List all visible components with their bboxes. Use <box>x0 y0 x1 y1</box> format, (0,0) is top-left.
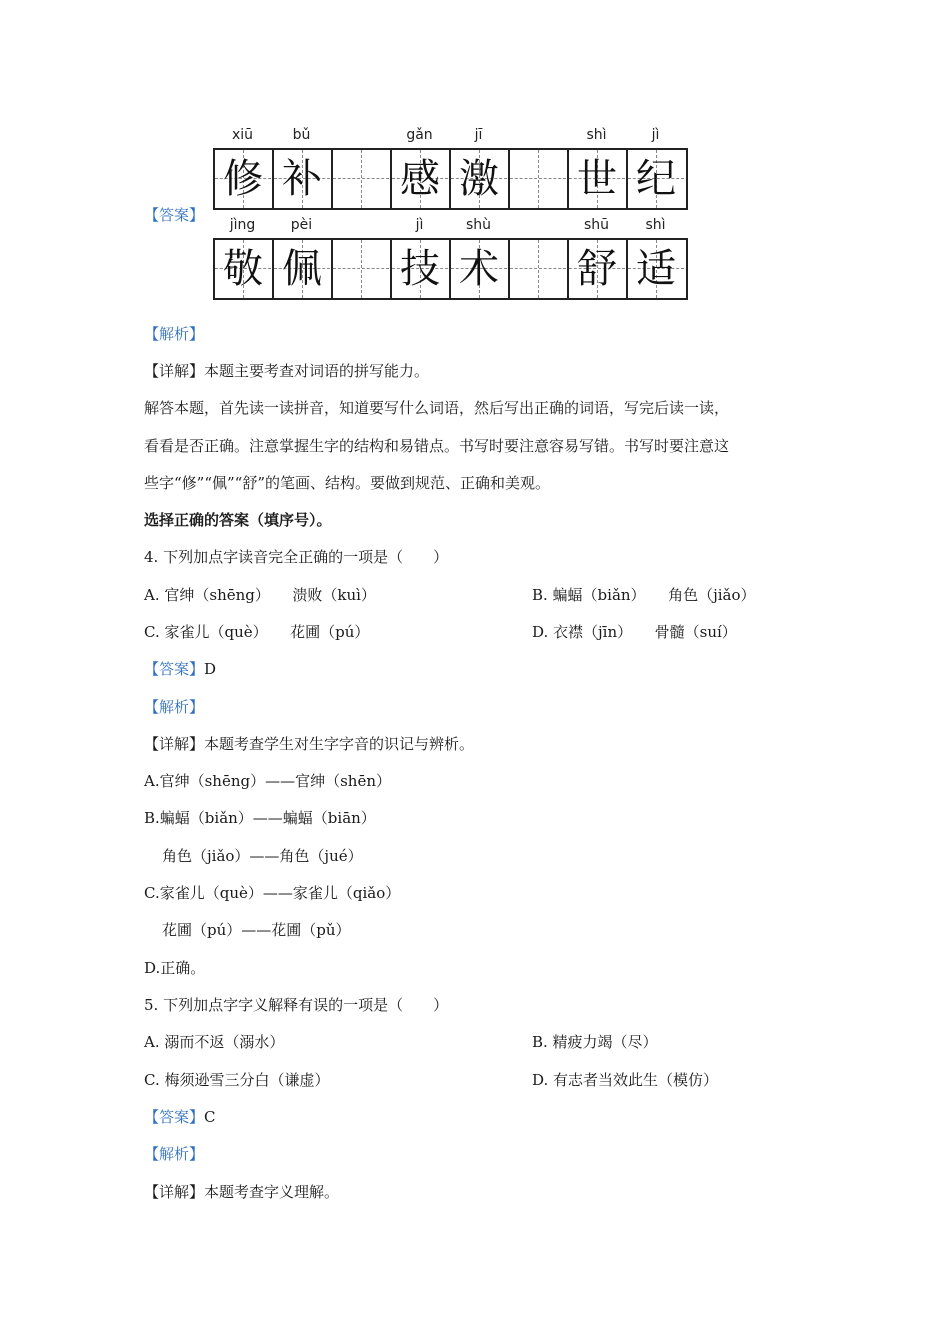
pinyin: jì <box>415 217 424 233</box>
pinyin: xiū <box>231 127 254 143</box>
hanzi: 激 <box>459 156 499 202</box>
pinyin: jì <box>651 127 660 143</box>
pinyin-row-2 <box>213 217 693 237</box>
hanzi: 修 <box>223 156 263 202</box>
detail-text: 本题考查学生对生字字音的识记与辨析。 <box>204 735 475 753</box>
paragraph-line: 解答本题，首先读一读拼音，知道要写什么词语，然后写出正确的词语，写完后读一读， <box>144 399 730 417</box>
pinyin: bǔ <box>292 127 311 143</box>
detail-line <box>144 1181 339 1203</box>
hanzi: 敬 <box>223 246 263 292</box>
pinyin: shì <box>645 217 666 233</box>
hanzi: 世 <box>577 156 617 202</box>
pinyin: jìng <box>229 217 256 233</box>
detail-line <box>144 733 474 755</box>
hanzi: 纪 <box>636 156 676 202</box>
answer-line <box>144 658 216 680</box>
option-c: C. 梅须逊雪三分白（谦虚） <box>144 1071 330 1089</box>
option-d: D. 衣襟（jīn） 骨髓（suí） <box>532 623 737 641</box>
hanzi: 佩 <box>282 246 322 292</box>
analysis-label: 【解析】 <box>144 698 205 716</box>
explanation-line: 角色（jiǎo）——角色（jué） <box>162 847 363 865</box>
detail-text: 本题考查字义理解。 <box>204 1183 340 1201</box>
detail-tag: 【详解】 <box>144 362 205 380</box>
detail-text: 本题主要考查对词语的拼写能力。 <box>204 362 430 380</box>
option-a: A. 官绅（shēng） 溃败（kuì） <box>144 586 376 604</box>
hanzi: 感 <box>400 156 440 202</box>
pinyin: gǎn <box>406 127 433 143</box>
paragraph-line: 看看是否正确。注意掌握生字的结构和易错点。书写时要注意容易写错。书写时要注意这 <box>144 437 730 455</box>
analysis-label: 【解析】 <box>144 325 205 343</box>
char-row-1 <box>213 148 688 210</box>
detail-tag: 【详解】 <box>144 1183 205 1201</box>
paragraph-line: 些字“修”“佩”“舒”的笔画、结构。要做到规范、正确和美观。 <box>144 474 551 492</box>
detail-line <box>144 360 429 382</box>
option-b: B. 精疲力竭（尽） <box>532 1033 658 1051</box>
answer-label: 【答案】 <box>144 206 205 224</box>
hanzi: 术 <box>459 246 499 292</box>
analysis-label: 【解析】 <box>144 1145 205 1163</box>
section-title: 选择正确的答案（填序号）。 <box>144 511 332 529</box>
pinyin: jī <box>474 127 483 143</box>
explanation-line: 花圃（pú）——花圃（pǔ） <box>162 921 351 939</box>
detail-tag: 【详解】 <box>144 735 205 753</box>
hanzi: 补 <box>282 156 322 202</box>
explanation-line: A.官绅（shēng）——官绅（shēn） <box>144 772 391 790</box>
pinyin: shù <box>465 217 492 233</box>
question-stem: 4. 下列加点字读音完全正确的一项是（ ） <box>144 548 449 566</box>
pinyin-row-1 <box>213 127 693 147</box>
question-stem: 5. 下列加点字字义解释有误的一项是（ ） <box>144 996 449 1014</box>
hanzi: 适 <box>636 246 676 292</box>
answer-value: C <box>204 1108 216 1126</box>
pinyin: shū <box>583 217 610 233</box>
answer-value: D <box>204 660 217 678</box>
option-a: A. 溺而不返（溺水） <box>144 1033 285 1051</box>
explanation-line: D.正确。 <box>144 959 206 977</box>
hanzi: 技 <box>400 246 440 292</box>
answer-tag: 【答案】 <box>144 1108 205 1126</box>
explanation-line: B.蝙蝠（biǎn）——蝙蝠（biān） <box>144 809 376 827</box>
char-row-2 <box>213 238 688 300</box>
explanation-line: C.家雀儿（què）——家雀儿（qiǎo） <box>144 884 401 902</box>
pinyin: pèi <box>290 217 313 233</box>
option-b: B. 蝙蝠（biǎn） 角色（jiǎo） <box>532 586 756 604</box>
option-c: C. 家雀儿（què） 花圃（pú） <box>144 623 370 641</box>
answer-tag: 【答案】 <box>144 660 205 678</box>
hanzi: 舒 <box>577 246 617 292</box>
answer-line <box>144 1106 216 1128</box>
option-d: D. 有志者当效此生（模仿） <box>532 1071 719 1089</box>
pinyin: shì <box>586 127 607 143</box>
